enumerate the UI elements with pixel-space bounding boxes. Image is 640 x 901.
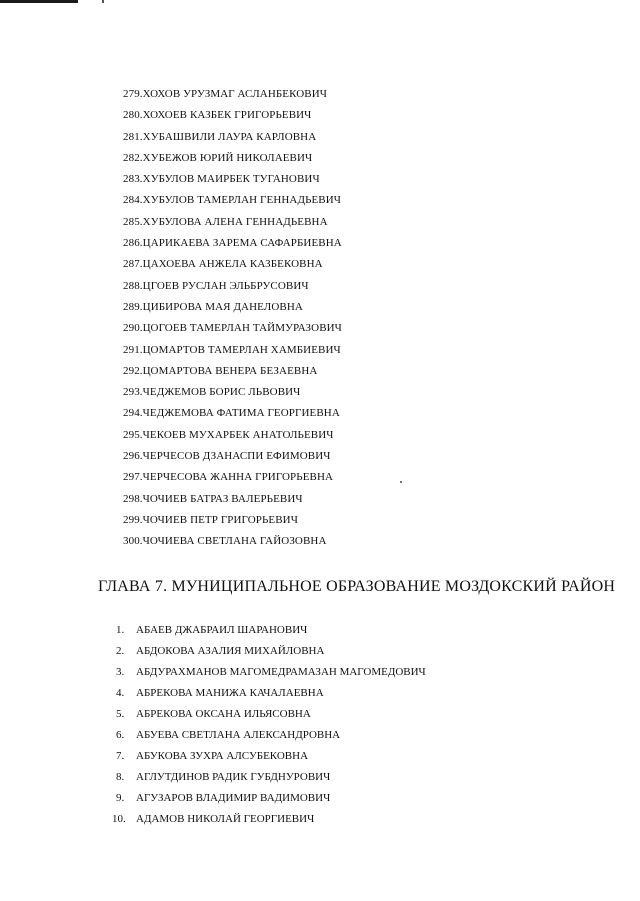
list-item: 295.ЧЕКОЕВ МУХАРБЕК АНАТОЛЬЕВИЧ: [123, 428, 334, 441]
item-name: АБДОКОВА АЗАЛИЯ МИХАЙЛОВНА: [136, 645, 325, 657]
list-item: 286.ЦАРИКАЕВА ЗАРЕМА САФАРБИЕВНА: [123, 237, 342, 250]
list-item: 283.ХУБУЛОВ МАИРБЕК ТУГАНОВИЧ: [123, 173, 320, 186]
list-item: [108, 643, 426, 664]
list-item: [108, 727, 426, 748]
item-name: АДАМОВ НИКОЛАЙ ГЕОРГИЕВИЧ: [136, 813, 315, 825]
item-number: 9.: [116, 792, 125, 804]
item-number: 6.: [116, 729, 125, 741]
item-name: АГУЗАРОВ ВЛАДИМИР ВАДИМОВИЧ: [136, 792, 331, 804]
list-item: 281.ХУБАШВИЛИ ЛАУРА КАРЛОВНА: [123, 130, 317, 143]
list-item: 300.ЧОЧИЕВА СВЕТЛАНА ГАЙОЗОВНА: [123, 535, 327, 548]
item-number: 4.: [116, 687, 125, 699]
list-item: 291.ЦОМАРТОВ ТАМЕРЛАН ХАМБИЕВИЧ: [123, 343, 341, 356]
list-item: 299.ЧОЧИЕВ ПЕТР ГРИГОРЬЕВИЧ: [123, 513, 298, 526]
list-item: [108, 622, 426, 643]
candidate-list-chapter: [108, 622, 426, 832]
list-item: [108, 769, 426, 790]
item-number: 10.: [112, 813, 126, 825]
list-item: 284.ХУБУЛОВ ТАМЕРЛАН ГЕННАДЬЕВИЧ: [123, 194, 342, 207]
list-item: 296.ЧЕРЧЕСОВ ДЗАНАСПИ ЕФИМОВИЧ: [123, 450, 331, 463]
list-item: 282.ХУБЕЖОВ ЮРИЙ НИКОЛАЕВИЧ: [123, 151, 313, 164]
item-name: АБРЕКОВА МАНИЖА КАЧАЛАЕВНА: [136, 687, 324, 699]
item-name: АГЛУТДИНОВ РАДИК ГУБДНУРОВИЧ: [136, 771, 331, 783]
list-item: 288.ЦГОЕВ РУСЛАН ЭЛЬБРУСОВИЧ: [123, 279, 309, 292]
scan-artifact-bar: [0, 0, 78, 3]
list-item: 280.ХОХОЕВ КАЗБЕК ГРИГОРЬЕВИЧ: [123, 109, 312, 122]
item-number: 8.: [116, 771, 125, 783]
item-name: АБУКОВА ЗУХРА АЛСУБЕКОВНА: [136, 750, 309, 762]
item-name: АБАЕВ ДЖАБРАИЛ ШАРАНОВИЧ: [136, 624, 308, 636]
list-item: 285.ХУБУЛОВА АЛЕНА ГЕННАДЬЕВНА: [123, 215, 328, 228]
item-name: АБДУРАХМАНОВ МАГОМЕДРАМАЗАН МАГОМЕДОВИЧ: [136, 666, 426, 678]
item-name: АБУЕВА СВЕТЛАНА АЛЕКСАНДРОВНА: [136, 729, 341, 741]
list-item: [108, 706, 426, 727]
list-item: 290.ЦОГОЕВ ТАМЕРЛАН ТАЙМУРАЗОВИЧ: [123, 322, 342, 335]
item-number: 3.: [116, 666, 125, 678]
list-item: [108, 685, 426, 706]
list-item: [108, 748, 426, 769]
list-item: 287.ЦАХОЕВА АНЖЕЛА КАЗБЕКОВНА: [123, 258, 323, 271]
list-item: [108, 790, 426, 811]
list-item: 297.ЧЕРЧЕСОВА ЖАННА ГРИГОРЬЕВНА: [123, 471, 334, 484]
list-item: [108, 664, 426, 685]
list-item: 293.ЧЕДЖЕМОВ БОРИС ЛЬВОВИЧ: [123, 386, 301, 399]
item-number: 5.: [116, 708, 125, 720]
list-item: 289.ЦИБИРОВА МАЯ ДАНЕЛОВНА: [123, 300, 303, 313]
item-number: 2.: [116, 645, 125, 657]
item-number: 7.: [116, 750, 125, 762]
list-item: [108, 811, 426, 832]
scan-artifact-dot: [102, 0, 104, 3]
list-item: 292.ЦОМАРТОВА ВЕНЕРА БЕЗАЕВНА: [123, 364, 318, 377]
list-item: 279.ХОХОВ УРУЗМАГ АСЛАНБЕКОВИЧ: [123, 88, 328, 100]
scan-speck: [400, 481, 402, 483]
chapter-heading: ГЛАВА 7. МУНИЦИПАЛЬНОЕ ОБРАЗОВАНИЕ МОЗДОКСКИЙ РАЙОН: [98, 578, 616, 595]
list-item: 298.ЧОЧИЕВ БАТРАЗ ВАЛЕРЬЕВИЧ: [123, 492, 303, 505]
candidate-list-continued: [123, 86, 342, 555]
item-name: АБРЕКОВА ОКСАНА ИЛЬЯСОВНА: [136, 708, 311, 720]
item-number: 1.: [116, 624, 125, 636]
list-item: 294.ЧЕДЖЕМОВА ФАТИМА ГЕОРГИЕВНА: [123, 407, 340, 420]
